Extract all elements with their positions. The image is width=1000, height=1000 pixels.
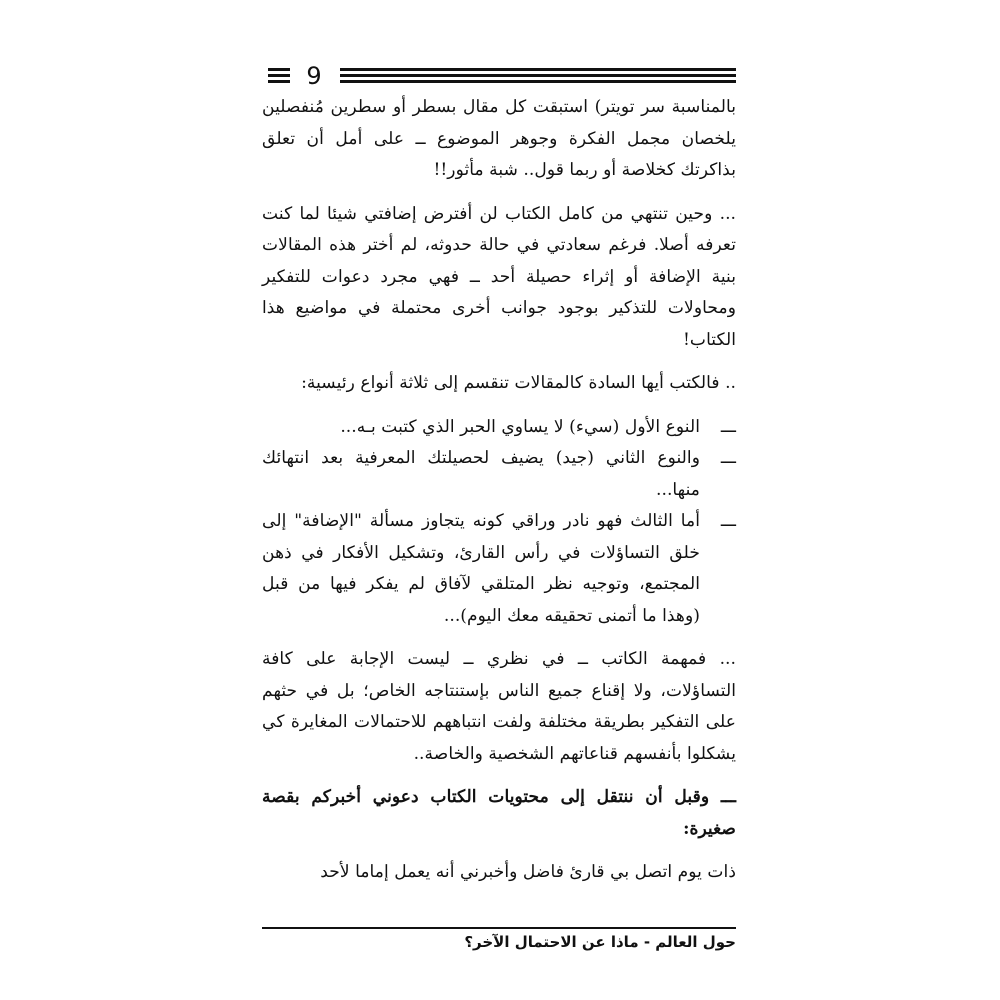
paragraph-writer-task: ... فمهمة الكاتب ــ في نظري ــ ليست الإجابة على كافة التساؤلات، ولا إقناع جميع الناس بإستنتاجه الخاص؛ بل في حثهم على التفكير بطريقة مختلفة ولفت انتباههم للاحتمالات المغايرة كي يشكلوا بأنفسهم قناعاتهم الشخصية والخاصة..	[262, 649, 736, 764]
list-dash: ـــ	[720, 416, 736, 437]
list-item-text: أما الثالث فهو نادر وراقي كونه يتجاوز مسألة "الإضافة" إلى خلق التساؤلات في رأس القارئ، وتشكيل الأفكار في ذهن المجتمع، وتوجيه نظر المتلقي لآفاق لم يفكر فيها من قبل (وهذا ما أتمنى تحقيقه معك اليوم)...	[262, 511, 700, 626]
paragraph-book-types: .. فالكتب أيها السادة كالمقالات تنقسم إلى ثلاثة أنواع رئيسية:	[301, 373, 736, 393]
list-item	[262, 506, 736, 632]
list-dash: ـــ	[720, 511, 736, 531]
paragraph-story-intro: ـــ وقبل أن ننتقل إلى محتويات الكتاب دعوني أخبركم بقصة صغيرة:	[262, 787, 736, 839]
paragraph-intro: بالمناسبة سر تويتر) استبقت كل مقال بسطر أو سطرين مُنفصلين يلخصان مجمل الفكرة وجوهر الموضوع ــ على أمل أن تعلق بذاكرتك كخلاصة أو ربما قول.. شبة مأثور!!	[262, 97, 736, 180]
footer-rule	[262, 927, 736, 929]
list-item-text: النوع الأول (سيء) لا يساوي الحبر الذي كتبت بـه...	[340, 416, 700, 437]
list-dash: ـــ	[720, 448, 736, 468]
page-number: 9	[306, 62, 322, 90]
list-item	[262, 443, 736, 506]
paragraph-conclusion: ... وحين تنتهي من كامل الكتاب لن أفترض إضافتي شيئا لما كنت تعرفه أصلا. فرغم سعادتي في حالة حدوثه، لم أختر هذه المقالات بنية الإضافة أو إثراء حصيلة أحد ــ فهي مجرد دعوات للتفكير ومحاولات للتذكير بوجود جوانب أخرى محتملة في مواضيع هذا الكتاب!	[262, 203, 736, 350]
paragraph-story-start: ذات يوم اتصل بي قارئ فاضل وأخبرني أنه يعمل إماما لأحد	[320, 862, 736, 882]
footer-book-title: حول العالم - ماذا عن الاحتمال الآخر؟	[464, 933, 736, 951]
page-body	[262, 92, 736, 889]
list-item	[262, 412, 736, 444]
header-rule-right	[340, 68, 736, 88]
header-rule-left	[268, 68, 290, 88]
list-item-text: والنوع الثاني (جيد) يضيف لحصيلتك المعرفية بعد انتهائك منها...	[262, 448, 700, 500]
